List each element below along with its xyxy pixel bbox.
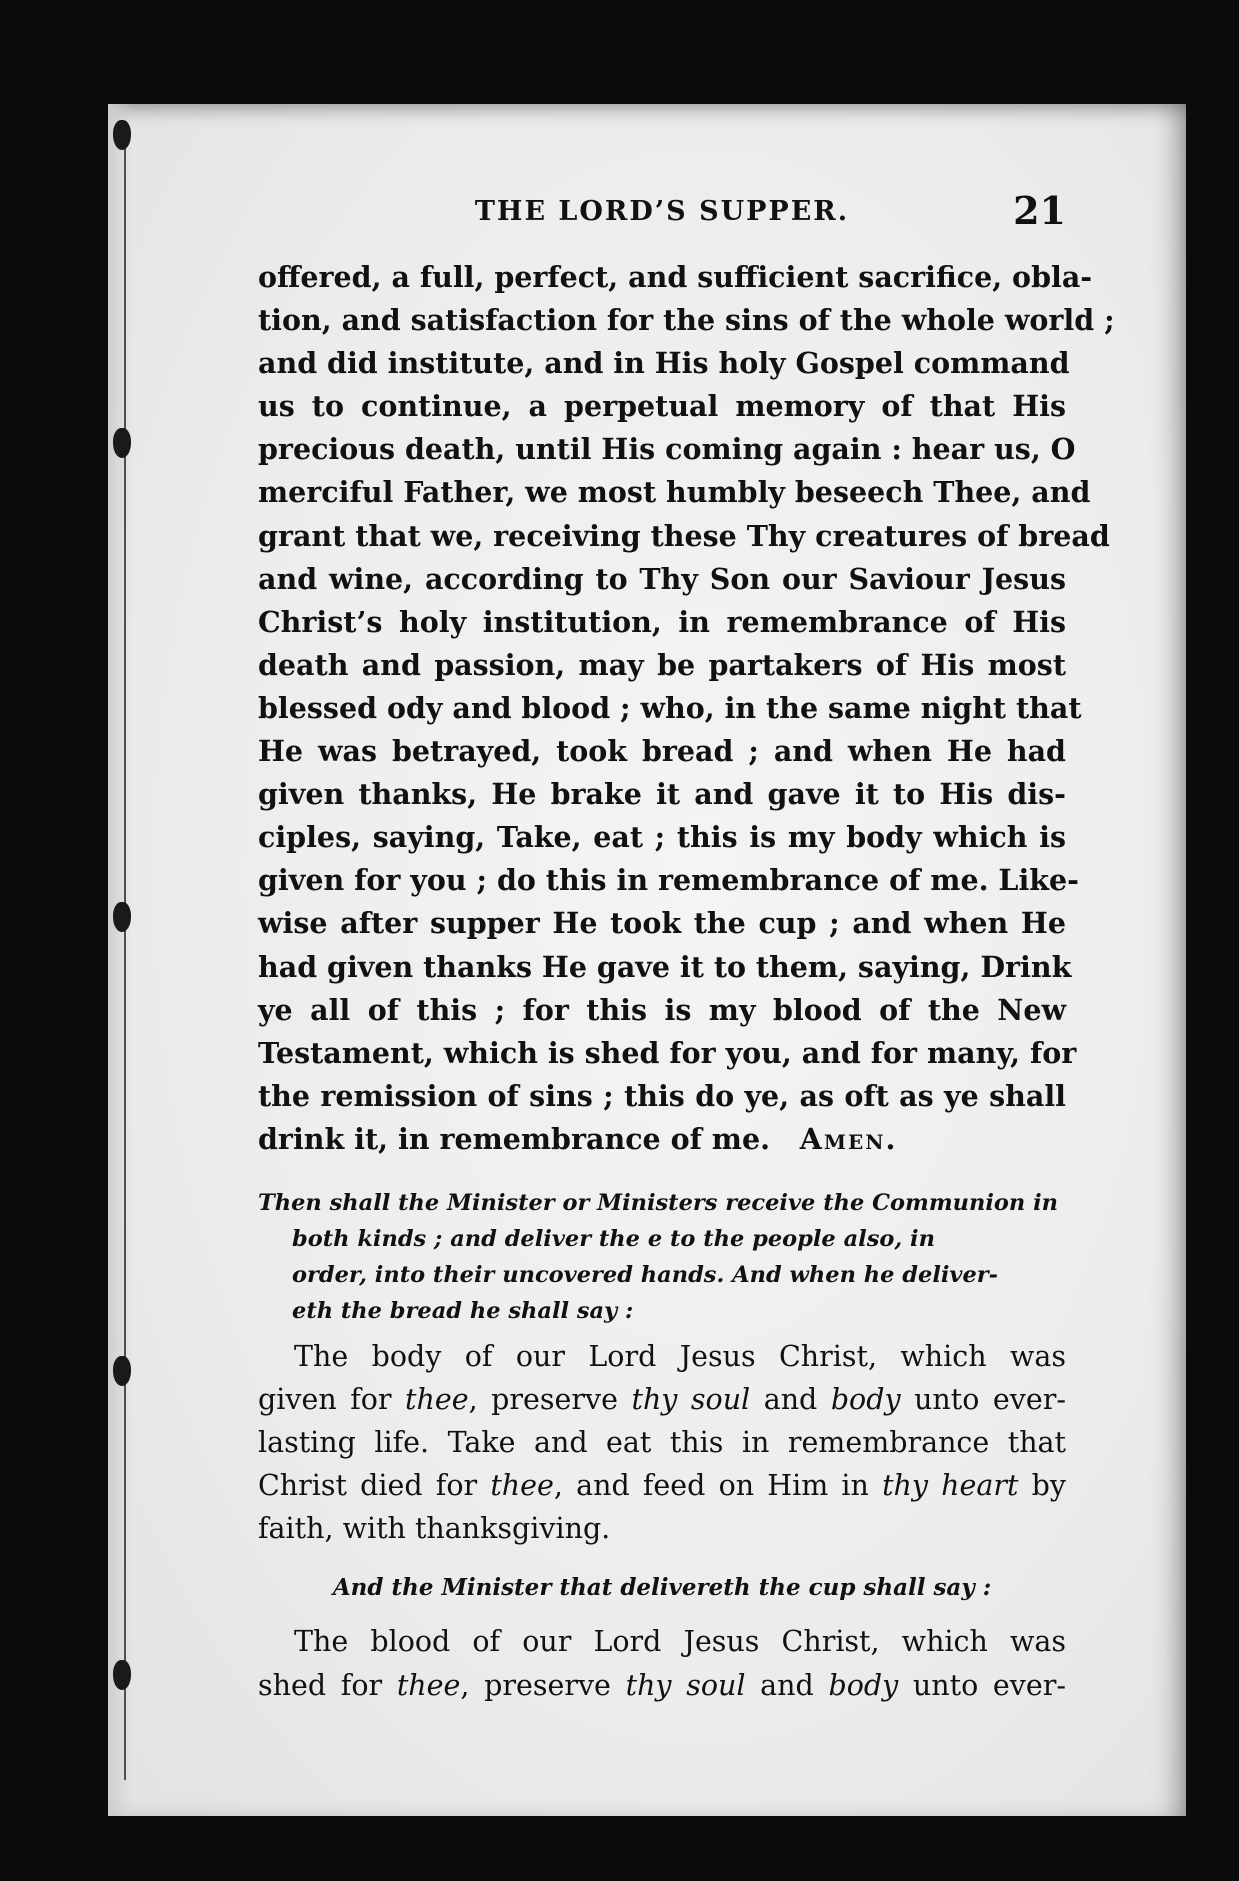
page-gutter-shadow (108, 104, 132, 1816)
binding-stitch-mark (113, 1356, 131, 1386)
italic-run: thy soul (625, 1668, 746, 1702)
text-run: and (750, 1383, 831, 1417)
text-line: grant that we, receiving these Thy creatures of bread (258, 518, 1110, 553)
text-run: unto ever- (900, 1383, 1066, 1417)
text-line: offered, a full, perfect, and sufficient sacrifice, obla- (258, 260, 1093, 294)
text-run: shed for (258, 1668, 397, 1702)
text-line (258, 1378, 1066, 1421)
text-run: by (1018, 1469, 1066, 1503)
page-number: 21 (1013, 188, 1066, 233)
italic-run: body (828, 1668, 899, 1702)
rubric-line: eth the bread he shall say : (292, 1297, 634, 1324)
italic-run: thee (490, 1469, 554, 1503)
text-line: wise after supper He took the cup ; and when He (258, 906, 1066, 941)
binding-stitch-mark (113, 428, 131, 458)
binding-stitch-mark (113, 1660, 131, 1690)
running-head (258, 188, 1066, 236)
cup-words (258, 1620, 1066, 1706)
text-line: and wine, according to Thy Son our Saviour Jesus (258, 561, 1066, 596)
text-line: and did institute, and in His holy Gospel command (258, 346, 1070, 381)
italic-run: thee (396, 1668, 461, 1702)
text-line: ciples, saying, Take, eat ; this is my body which is (258, 820, 1066, 855)
italic-run: thy heart (882, 1469, 1019, 1503)
italic-run: thy soul (631, 1383, 751, 1417)
text-line: given thanks, He brake it and gave it to His dis- (258, 777, 1066, 812)
text-line: The body of our Lord Jesus Christ, which was (294, 1339, 1066, 1373)
rubric-line: order, into their uncovered hands. And when he deliver- (292, 1261, 998, 1288)
text-run: unto ever- (898, 1668, 1067, 1702)
page-text-block (258, 188, 1115, 1707)
italic-run: body (830, 1383, 901, 1417)
text-line: The blood of our Lord Jesus Christ, which was (294, 1625, 1066, 1659)
text-line: precious death, until His coming again : hear us, O (258, 432, 1076, 467)
text-line: He was betrayed, took bread ; and when He had (258, 734, 1066, 769)
text-line (258, 1464, 1066, 1507)
bread-words (258, 1335, 1066, 1550)
text-line: Testament, which is shed for you, and for many, for (258, 1035, 1077, 1070)
text-line (258, 1664, 1066, 1707)
consecration-prayer (258, 256, 1115, 1161)
text-line: us to continue, a perpetual memory of that His (258, 389, 1066, 424)
rubric-line: both kinds ; and deliver the e to the people also, in (292, 1225, 935, 1252)
text-run: , preserve (468, 1383, 632, 1417)
text-line: the remission of sins ; this do ye, as oft as ye shall (258, 1078, 1066, 1113)
rubric-communion (258, 1185, 1066, 1329)
text-line: faith, with thanksgiving. (258, 1512, 611, 1546)
binding-stitch-mark (113, 120, 131, 150)
text-run: given for (258, 1383, 406, 1417)
text-line (258, 1118, 1066, 1161)
text-line: Christ’s holy institution, in remembrance of His (258, 604, 1066, 639)
text-run: and (745, 1668, 829, 1702)
text-line: given for you ; do this in remembrance of me. Like- (258, 863, 1079, 898)
text-run: , preserve (460, 1668, 626, 1702)
text-line: ye all of this ; for this is my blood of the New (258, 992, 1066, 1027)
text-line: death and passion, may be partakers of His most (258, 647, 1066, 682)
rubric-cup: And the Minister that delivereth the cup shall say : (332, 1574, 992, 1602)
text-line: lasting life. Take and eat this in remembrance that (258, 1426, 1066, 1460)
text-line: had given thanks He gave it to them, saying, Drink (258, 949, 1072, 984)
rubric-line: Then shall the Minister or Ministers receive the Communion in (258, 1189, 1059, 1216)
running-title: THE LORD’S SUPPER. (474, 196, 850, 227)
binding-stitch-mark (113, 902, 131, 932)
binding-thread (124, 130, 126, 1780)
text-line: tion, and satisfaction for the sins of the whole world ; (258, 303, 1115, 338)
text-run: , and feed on Him in (553, 1469, 883, 1503)
text-line: merciful Father, we most humbly beseech Thee, and (258, 475, 1091, 510)
amen: Amen. (799, 1121, 898, 1156)
text-run: Christ died for (258, 1469, 491, 1503)
prayer-last-line: drink it, in remembrance of me. (258, 1121, 770, 1156)
italic-run: thee (405, 1383, 469, 1417)
text-line: blessed ody and blood ; who, in the same night that (258, 690, 1082, 725)
